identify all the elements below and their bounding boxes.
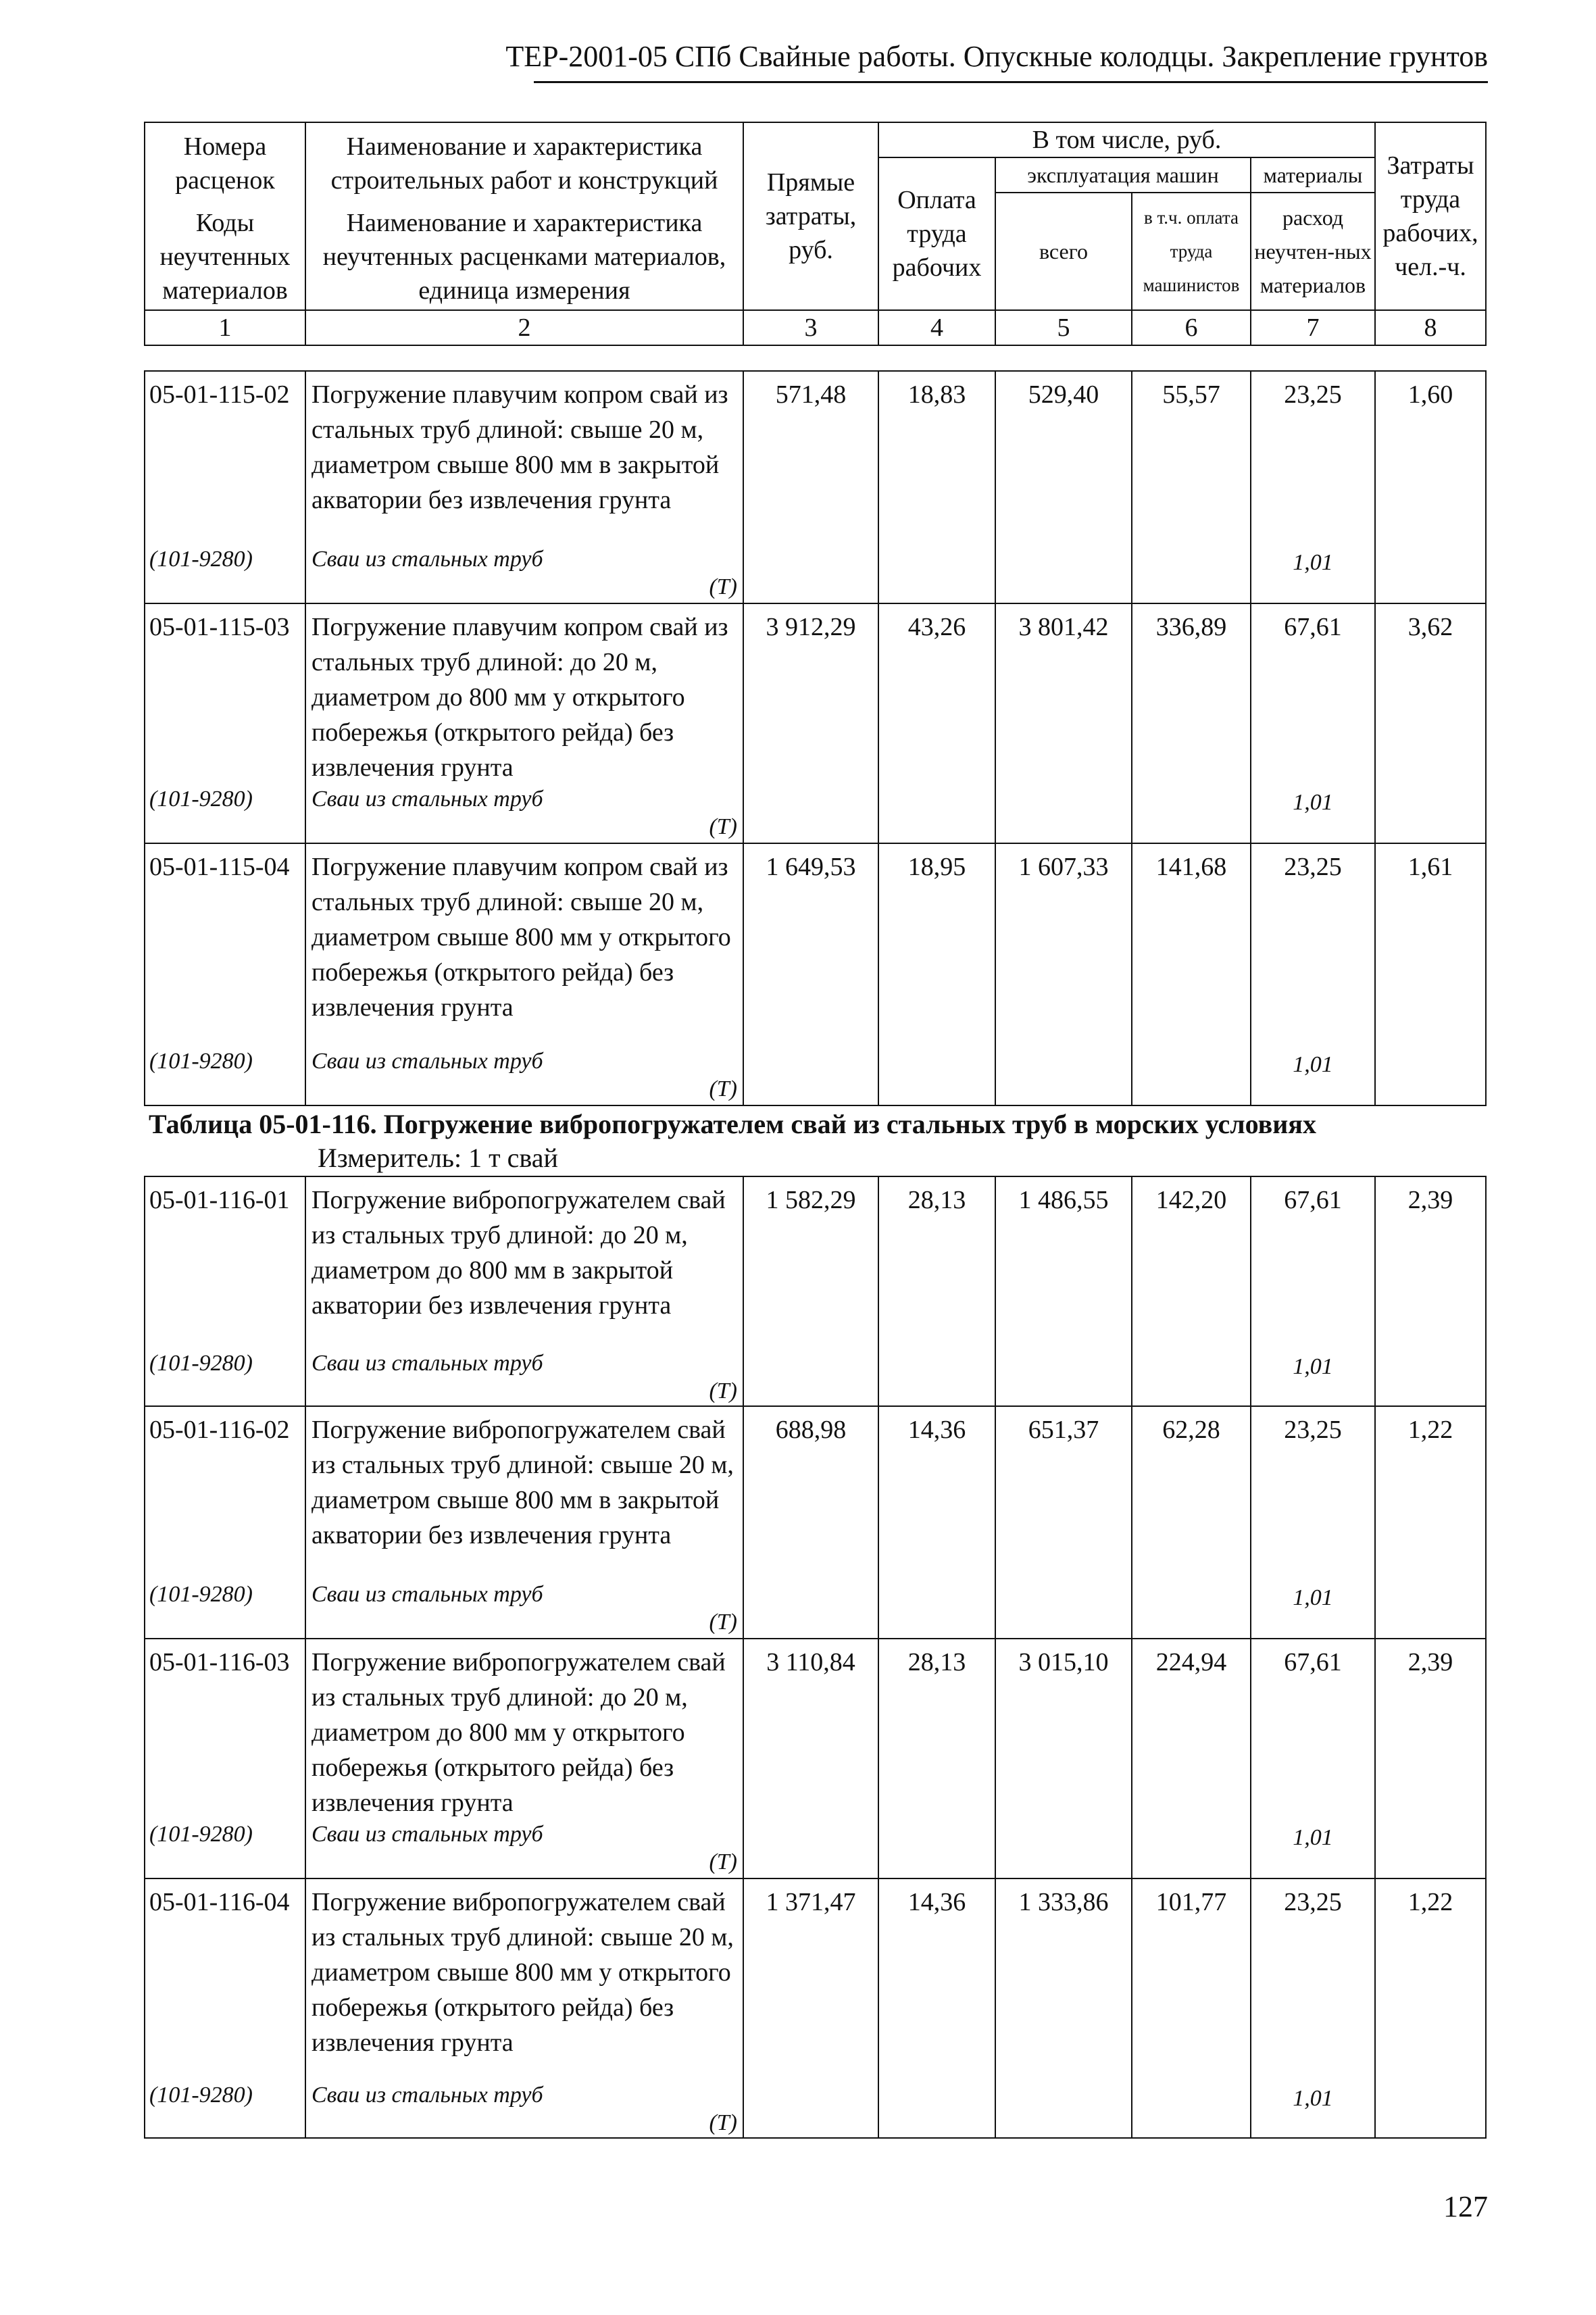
machines-total: 1 486,55: [995, 1176, 1132, 1349]
material-row: [145, 1047, 1486, 1105]
material-name: Сваи из стальных труб: [311, 787, 543, 812]
material-unit: (Т): [709, 814, 737, 839]
material-cell: [305, 545, 743, 603]
table-row: [145, 1878, 1486, 2081]
header-col1-bottom: Коды неучтенных материалов: [145, 203, 305, 310]
material-cell: [305, 1580, 743, 1639]
labor-wages: 18,95: [878, 843, 995, 1047]
materials-cost: 23,25: [1251, 1406, 1375, 1580]
material-unit: (Т): [709, 2110, 737, 2135]
header-col3: Прямые затраты, руб.: [743, 122, 878, 310]
col-number: 1: [145, 310, 305, 345]
machines-total: 529,40: [995, 371, 1132, 545]
machinists-wages: 142,20: [1132, 1176, 1251, 1349]
labor-wages: 18,83: [878, 371, 995, 545]
table-row: [145, 1176, 1486, 1349]
table-caption: Таблица 05-01-116. Погружение вибропогружателем свай из стальных труб в морских условиях: [149, 1109, 1316, 1139]
rate-name: Погружение вибропогружателем свай из стальных труб длиной: свыше 20 м, диаметром свыше 800 мм в закрытой акватории без извлечения грунта: [305, 1406, 743, 1580]
direct-costs: 3 912,29: [743, 603, 878, 785]
material-name: Сваи из стальных труб: [311, 547, 543, 572]
direct-costs: 3 110,84: [743, 1639, 878, 1820]
rate-name: Погружение плавучим копром свай из стальных труб длиной: свыше 20 м, диаметром свыше 800 мм у открытого побережья (открытого рейда) без извлечения грунта: [305, 843, 743, 1047]
machinists-wages: 141,68: [1132, 843, 1251, 1047]
material-row: [145, 1820, 1486, 1878]
material-cell: [305, 2081, 743, 2138]
labor-wages: 14,36: [878, 1406, 995, 1580]
rates-table-116: [144, 1176, 1487, 2139]
labor-wages: 43,26: [878, 603, 995, 785]
table-row: [145, 371, 1486, 545]
rate-name: Погружение плавучим копром свай из стальных труб длиной: до 20 м, диаметром до 800 мм у открытого побережья (открытого рейда) без извлечения грунта: [305, 603, 743, 785]
material-unit: (Т): [709, 1610, 737, 1635]
header-machines: эксплуатация машин: [995, 157, 1251, 193]
materials-cost: 23,25: [1251, 371, 1375, 545]
material-cell: [305, 1349, 743, 1406]
labor-hours: 1,22: [1375, 1878, 1486, 2081]
col-number: 7: [1251, 310, 1375, 345]
table-meter: Измеритель: 1 т свай: [318, 1143, 558, 1173]
table-row: [145, 603, 1486, 785]
material-row: [145, 545, 1486, 603]
header-table: [144, 122, 1487, 346]
labor-hours: 3,62: [1375, 603, 1486, 785]
col-number: 6: [1132, 310, 1251, 345]
material-unit: (Т): [709, 1076, 737, 1101]
rate-name: Погружение вибропогружателем свай из стальных труб длиной: до 20 м, диаметром до 800 мм у открытого побережья (открытого рейда) без извлечения грунта: [305, 1639, 743, 1820]
machines-total: 651,37: [995, 1406, 1132, 1580]
header-col5: всего: [995, 193, 1132, 310]
direct-costs: 688,98: [743, 1406, 878, 1580]
machines-total: 1 607,33: [995, 843, 1132, 1047]
material-name: Сваи из стальных труб: [311, 1822, 543, 1847]
table-row: [145, 843, 1486, 1047]
col-number: 5: [995, 310, 1132, 345]
material-name: Сваи из стальных труб: [311, 1049, 543, 1074]
materials-cost: 23,25: [1251, 1878, 1375, 2081]
labor-wages: 14,36: [878, 1878, 995, 2081]
machinists-wages: 224,94: [1132, 1639, 1251, 1820]
material-unit: (Т): [709, 1378, 737, 1403]
rate-name: Погружение вибропогружателем свай из стальных труб длиной: свыше 20 м, диаметром свыше 800 мм у открытого побережья (открытого рейда) без извлечения грунта: [305, 1878, 743, 2081]
machinists-wages: 55,57: [1132, 371, 1251, 545]
labor-wages: 28,13: [878, 1176, 995, 1349]
col-number: 3: [743, 310, 878, 345]
header-col6: в т.ч. оплата труда машинистов: [1132, 193, 1251, 310]
header-materials: материалы: [1251, 157, 1375, 193]
header-col8: Затраты труда рабочих, чел.-ч.: [1375, 122, 1486, 310]
rate-code: 05-01-115-02: [145, 371, 305, 545]
labor-hours: 1,22: [1375, 1406, 1486, 1580]
machines-total: 3 801,42: [995, 603, 1132, 785]
machinists-wages: 101,77: [1132, 1878, 1251, 2081]
labor-hours: 1,60: [1375, 371, 1486, 545]
material-name: Сваи из стальных труб: [311, 2083, 543, 2108]
header-col2-top: Наименование и характеристика строительных работ и конструкций: [305, 122, 743, 203]
materials-cost: 67,61: [1251, 1176, 1375, 1349]
col-number: 2: [305, 310, 743, 345]
rate-name: Погружение плавучим копром свай из стальных труб длиной: свыше 20 м, диаметром свыше 800 мм в закрытой акватории без извлечения грунта: [305, 371, 743, 545]
labor-hours: 2,39: [1375, 1639, 1486, 1820]
table-row: [145, 1406, 1486, 1580]
material-name: Сваи из стальных труб: [311, 1351, 543, 1376]
material-quantity: 1,01: [1251, 785, 1375, 843]
material-row: [145, 2081, 1486, 2138]
material-quantity: 1,01: [1251, 1349, 1375, 1406]
running-title: ТЕР-2001-05 СПб Свайные работы. Опускные колодцы. Закрепление грунтов: [505, 40, 1488, 73]
direct-costs: 1 582,29: [743, 1176, 878, 1349]
machines-total: 3 015,10: [995, 1639, 1132, 1820]
material-code: (101-9280): [145, 1580, 305, 1639]
header-col1-top: Номера расценок: [145, 122, 305, 203]
material-cell: [305, 1047, 743, 1105]
direct-costs: 571,48: [743, 371, 878, 545]
materials-cost: 67,61: [1251, 1639, 1375, 1820]
material-quantity: 1,01: [1251, 545, 1375, 603]
direct-costs: 1 371,47: [743, 1878, 878, 2081]
direct-costs: 1 649,53: [743, 843, 878, 1047]
machinists-wages: 62,28: [1132, 1406, 1251, 1580]
material-unit: (Т): [709, 1849, 737, 1874]
materials-cost: 67,61: [1251, 603, 1375, 785]
material-code: (101-9280): [145, 1349, 305, 1406]
material-quantity: 1,01: [1251, 1047, 1375, 1105]
labor-hours: 1,61: [1375, 843, 1486, 1047]
header-group: В том числе, руб.: [878, 122, 1375, 157]
rate-code: 05-01-116-04: [145, 1878, 305, 2081]
material-code: (101-9280): [145, 2081, 305, 2138]
material-unit: (Т): [709, 574, 737, 599]
table-row: [145, 1639, 1486, 1820]
material-row: [145, 785, 1486, 843]
rate-code: 05-01-116-02: [145, 1406, 305, 1580]
material-cell: [305, 785, 743, 843]
machinists-wages: 336,89: [1132, 603, 1251, 785]
material-code: (101-9280): [145, 545, 305, 603]
header-col4: Оплата труда рабочих: [878, 157, 995, 310]
machines-total: 1 333,86: [995, 1878, 1132, 2081]
material-code: (101-9280): [145, 785, 305, 843]
rate-code: 05-01-116-03: [145, 1639, 305, 1820]
material-cell: [305, 1820, 743, 1878]
material-name: Сваи из стальных труб: [311, 1582, 543, 1607]
rates-table-115: [144, 370, 1487, 1106]
rate-name: Погружение вибропогружателем свай из стальных труб длиной: до 20 м, диаметром до 800 мм в закрытой акватории без извлечения грунта: [305, 1176, 743, 1349]
labor-hours: 2,39: [1375, 1176, 1486, 1349]
page-number: 127: [1443, 2190, 1488, 2223]
material-row: [145, 1580, 1486, 1639]
header-col7: расход неучтен-ных материалов: [1251, 193, 1375, 310]
rate-code: 05-01-116-01: [145, 1176, 305, 1349]
material-quantity: 1,01: [1251, 1820, 1375, 1878]
col-number: 4: [878, 310, 995, 345]
rate-code: 05-01-115-04: [145, 843, 305, 1047]
col-number: 8: [1375, 310, 1486, 345]
material-quantity: 1,01: [1251, 2081, 1375, 2138]
title-rule: [534, 81, 1488, 83]
labor-wages: 28,13: [878, 1639, 995, 1820]
material-quantity: 1,01: [1251, 1580, 1375, 1639]
header-col2-bottom: Наименование и характеристика неучтенных расценками материалов, единица измерения: [305, 203, 743, 310]
material-code: (101-9280): [145, 1047, 305, 1105]
material-row: [145, 1349, 1486, 1406]
materials-cost: 23,25: [1251, 843, 1375, 1047]
rate-code: 05-01-115-03: [145, 603, 305, 785]
material-code: (101-9280): [145, 1820, 305, 1878]
